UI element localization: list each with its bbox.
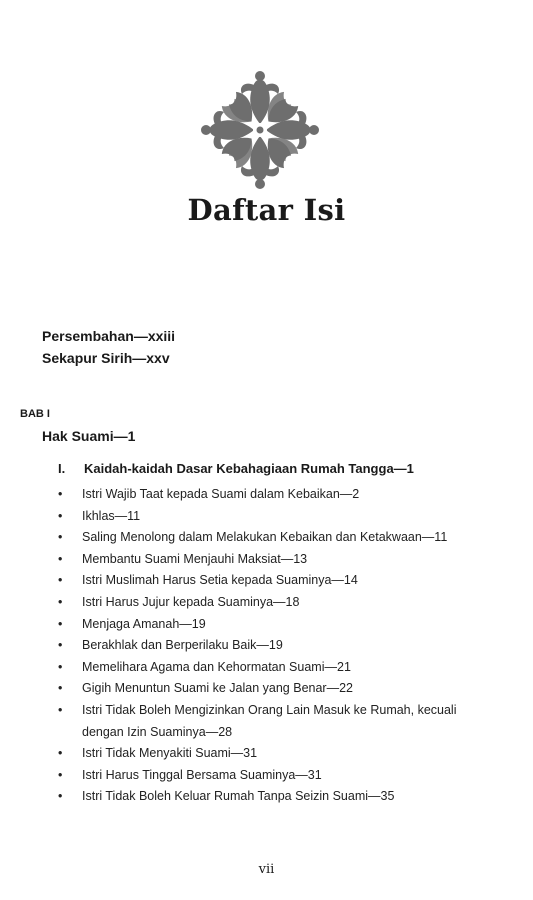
toc-item-text: Saling Menolong dalam Melakukan Kebaikan dan Ketakwaan—11 [82, 530, 448, 545]
toc-item [58, 549, 498, 571]
toc-item [58, 570, 498, 592]
toc-item-text: Menjaga Amanah—19 [82, 616, 206, 631]
page-number: vii [258, 862, 275, 877]
arabesque-ornament-icon [196, 66, 324, 194]
toc-item-text: Istri Harus Tinggal Bersama Suaminya—31 [82, 767, 322, 782]
toc-item-text: Istri Harus Jujur kepada Suaminya—18 [82, 594, 300, 609]
bullet-icon: • [58, 702, 63, 717]
toc-item-text: Istri Wajib Taat kepada Suami dalam Kebaikan—2 [82, 487, 360, 501]
toc-item-text: Ikhlas—11 [82, 508, 141, 523]
section-title: Kaidah-kaidah Dasar Kebahagiaan Rumah Tangga—1 [84, 461, 414, 476]
toc-item-text: Gigih Menuntun Suami ke Jalan yang Benar—22 [82, 681, 353, 696]
toc-item [58, 484, 498, 506]
toc-item-text: Istri Tidak Menyakiti Suami—31 [82, 746, 258, 761]
bullet-icon: • [58, 616, 63, 631]
section-heading [58, 461, 414, 476]
toc-item [58, 786, 498, 808]
toc-item [58, 678, 498, 700]
toc-item-list [58, 484, 498, 808]
toc-item-text: Membantu Suami Menjauhi Maksiat—13 [82, 551, 308, 566]
toc-item [58, 765, 498, 787]
toc-item [58, 700, 498, 743]
bullet-icon: • [58, 746, 63, 761]
toc-item [58, 592, 498, 614]
bullet-icon: • [58, 508, 63, 523]
chapter-label: BAB I [20, 408, 50, 420]
toc-entry-sekapur-sirih: Sekapur Sirih—xxv [42, 350, 170, 366]
bullet-icon: • [58, 681, 63, 696]
toc-item-text: Istri Tidak Boleh Mengizinkan Orang Lain Masuk ke Rumah, kecuali dengan Izin Suaminya—28 [82, 702, 457, 739]
bullet-icon: • [58, 594, 63, 609]
section-number: I. [58, 461, 66, 476]
toc-item [58, 614, 498, 636]
bullet-icon: • [58, 789, 63, 804]
toc-item [58, 635, 498, 657]
front-matter-list [42, 325, 175, 369]
toc-item [58, 527, 498, 549]
bullet-icon: • [58, 659, 63, 674]
bullet-icon: • [58, 767, 63, 782]
bullet-icon: • [58, 638, 63, 653]
bullet-icon: • [58, 487, 63, 501]
toc-entry-persembahan: Persembahan—xxiii [42, 328, 176, 344]
toc-item [58, 506, 498, 528]
toc-item [58, 657, 498, 679]
toc-item-text: Memelihara Agama dan Kehormatan Suami—21 [82, 659, 351, 674]
bullet-icon: • [58, 551, 63, 566]
bullet-icon: • [58, 530, 63, 545]
page-title: Daftar Isi [187, 193, 346, 227]
toc-item-text: Istri Tidak Boleh Keluar Rumah Tanpa Seizin Suami—35 [82, 789, 395, 804]
bullet-icon: • [58, 573, 63, 588]
toc-item [58, 743, 498, 765]
toc-item-text: Berakhlak dan Berperilaku Baik—19 [82, 638, 283, 653]
chapter-title: Hak Suami—1 [42, 428, 136, 444]
toc-item-text: Istri Muslimah Harus Setia kepada Suaminya—14 [82, 573, 358, 588]
